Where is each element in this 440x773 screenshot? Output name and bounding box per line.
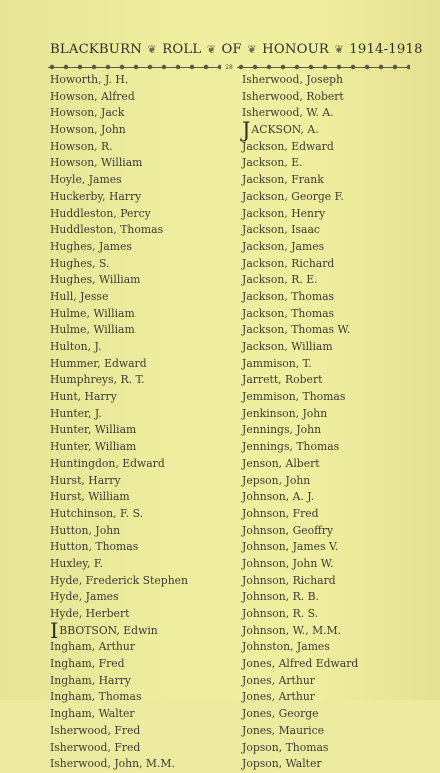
roll-entry: Jenson, Albert [242, 456, 320, 470]
roll-entry: Hulton, J. [50, 340, 102, 353]
drop-capital: J [242, 118, 251, 143]
roll-entry: Isherwood, John, M.M. [50, 757, 175, 771]
roll-entry: Huntingdon, Edward [50, 456, 165, 470]
roll-entry: Hulme, William [50, 323, 135, 337]
roll-entry: Jennings, John [242, 423, 322, 437]
roll-entry: Huddleston, Percy [50, 206, 151, 220]
roll-entry: Isherwood, Fred [50, 740, 141, 754]
roll-entry: Jarrett, Robert [242, 373, 323, 387]
roll-entry: Ingham, Fred [50, 657, 125, 671]
roll-entry: Hunter, J. [50, 406, 102, 420]
roll-entry: Jemmison, Thomas [242, 390, 346, 404]
roll-entry: Ingham, Walter [50, 707, 135, 721]
roll-entry: Jopson, Walter [242, 757, 322, 771]
roll-entry: Howorth, J. H. [50, 73, 129, 86]
names-column-left [50, 72, 188, 773]
header-word: BLACKBURN [50, 42, 142, 57]
names-column-right [242, 72, 358, 773]
roll-entry: Jackson, Thomas W. [242, 323, 351, 337]
roll-entry: Johnson, A. J. [242, 490, 315, 504]
roll-entry: Huxley, F. [50, 556, 104, 570]
roll-entry: Hummer, Edward [50, 356, 147, 370]
roll-entry: Hull, Jesse [50, 289, 109, 303]
roll-entry: Hughes, S. [50, 256, 110, 270]
roll-entry: Hyde, Frederick Stephen [50, 573, 188, 587]
roll-entry: Howson, Alfred [50, 89, 135, 103]
roll-entry: Johnson, R. S. [242, 607, 319, 620]
roll-entry: Jones, Maurice [242, 723, 325, 737]
roll-entry: Jackson, Henry [242, 206, 326, 220]
roll-entry: Jones, Arthur [242, 673, 315, 687]
header-word: ROLL [162, 42, 202, 57]
entry-text: ACKSON, A. [251, 123, 319, 137]
drop-capital: I [50, 618, 59, 643]
roll-entry: Hyde, James [50, 590, 119, 604]
roll-entry: Ingham, Thomas [50, 690, 142, 704]
roll-entry: Hunter, William [50, 440, 137, 454]
roll-entry: Hunter, William [50, 423, 137, 437]
roll-entry: Ingham, Arthur [50, 640, 135, 654]
roll-entry: Jenkinson, John [242, 406, 328, 420]
roll-entry [50, 618, 188, 643]
roll-entry: Hughes, William [50, 273, 141, 287]
roll-entry: Howson, John [50, 123, 126, 137]
roll-entry [242, 118, 358, 143]
roll-entry: Jackson, James [242, 239, 325, 253]
roll-entry: Jackson, William [242, 340, 333, 353]
roll-entry: Howson, R. [50, 139, 113, 153]
roll-entry: Jackson, George F. [242, 189, 344, 203]
roll-entry: Hunt, Harry [50, 390, 117, 404]
roll-entry: Jepson, John [242, 473, 311, 487]
roll-entry: Hurst, William [50, 490, 130, 504]
roll-entry: Johnson, Geoffry [242, 523, 334, 537]
roll-entry: Johnson, Fred [242, 506, 319, 520]
roll-entry: Isherwood, Robert [242, 89, 344, 103]
entry-text: BBOTSON, Edwin [59, 623, 158, 637]
roll-entry: Johnson, R. B. [242, 590, 319, 604]
roll-entry: Hutton, John [50, 523, 121, 537]
fleuron-separator: ❦ [247, 43, 257, 56]
roll-entry: Humphreys, R. T. [50, 373, 145, 387]
roll-entry: Hutton, Thomas [50, 540, 139, 554]
header-years: 1914-1918 [349, 42, 423, 57]
roll-entry: Huckerby, Harry [50, 189, 142, 203]
roll-entry: Jennings, Thomas [242, 440, 340, 454]
roll-entry: Ingham, Harry [50, 673, 131, 687]
roll-entry: Jackson, Thomas [242, 289, 335, 303]
roll-entry: Jackson, Edward [242, 139, 334, 153]
header-word: HONOUR [262, 42, 330, 57]
page-header [50, 42, 423, 57]
roll-entry: Jopson, Thomas [242, 740, 329, 754]
roll-entry: Jones, Arthur [242, 690, 315, 704]
header-word: OF [221, 42, 242, 57]
roll-entry: Jackson, Frank [242, 173, 324, 187]
fleuron-separator: ❦ [206, 43, 217, 56]
roll-entry: Johnson, W., M.M. [242, 623, 342, 637]
roll-entry: Jones, George [242, 707, 319, 721]
roll-entry: Howson, Jack [50, 106, 125, 120]
roll-entry: Isherwood, W. A. [242, 106, 334, 120]
roll-entry: Jackson, E. [242, 156, 303, 170]
roll-entry: Johnson, Richard [242, 573, 336, 587]
roll-entry: Hughes, James [50, 239, 132, 253]
roll-entry: Hyde, Herbert [50, 607, 130, 620]
roll-entry: Jones, Alfred Edward [242, 657, 359, 671]
ornament-band-right [237, 63, 410, 71]
roll-entry: Jackson, Richard [242, 256, 335, 270]
roll-entry: Isherwood, Fred [50, 723, 141, 737]
roll-entry: Hoyle, James [50, 173, 122, 187]
roll-entry: Hutchinson, F. S. [50, 506, 144, 520]
roll-entry: Johnson, James V. [242, 540, 339, 554]
roll-entry: Hulme, William [50, 306, 135, 320]
ornament-band-left [48, 63, 221, 71]
roll-entry: Jackson, Isaac [242, 223, 320, 237]
roll-entry: Howson, William [50, 156, 143, 170]
roll-entry: Johnston, James [242, 640, 330, 654]
page-number: 28 [225, 63, 233, 71]
roll-entry: Hurst, Harry [50, 473, 121, 487]
roll-entry: Jackson, R. E. [242, 273, 318, 287]
roll-entry: Jackson, Thomas [242, 306, 335, 320]
roll-entry: Huddleston, Thomas [50, 223, 164, 237]
fleuron-separator: ❦ [334, 43, 344, 56]
roll-entry: Jammison, T. [242, 356, 312, 370]
roll-entry: Johnson, John W. [242, 556, 334, 570]
roll-entry: Isherwood, Joseph [242, 73, 343, 86]
fleuron-separator: ❦ [147, 43, 157, 56]
